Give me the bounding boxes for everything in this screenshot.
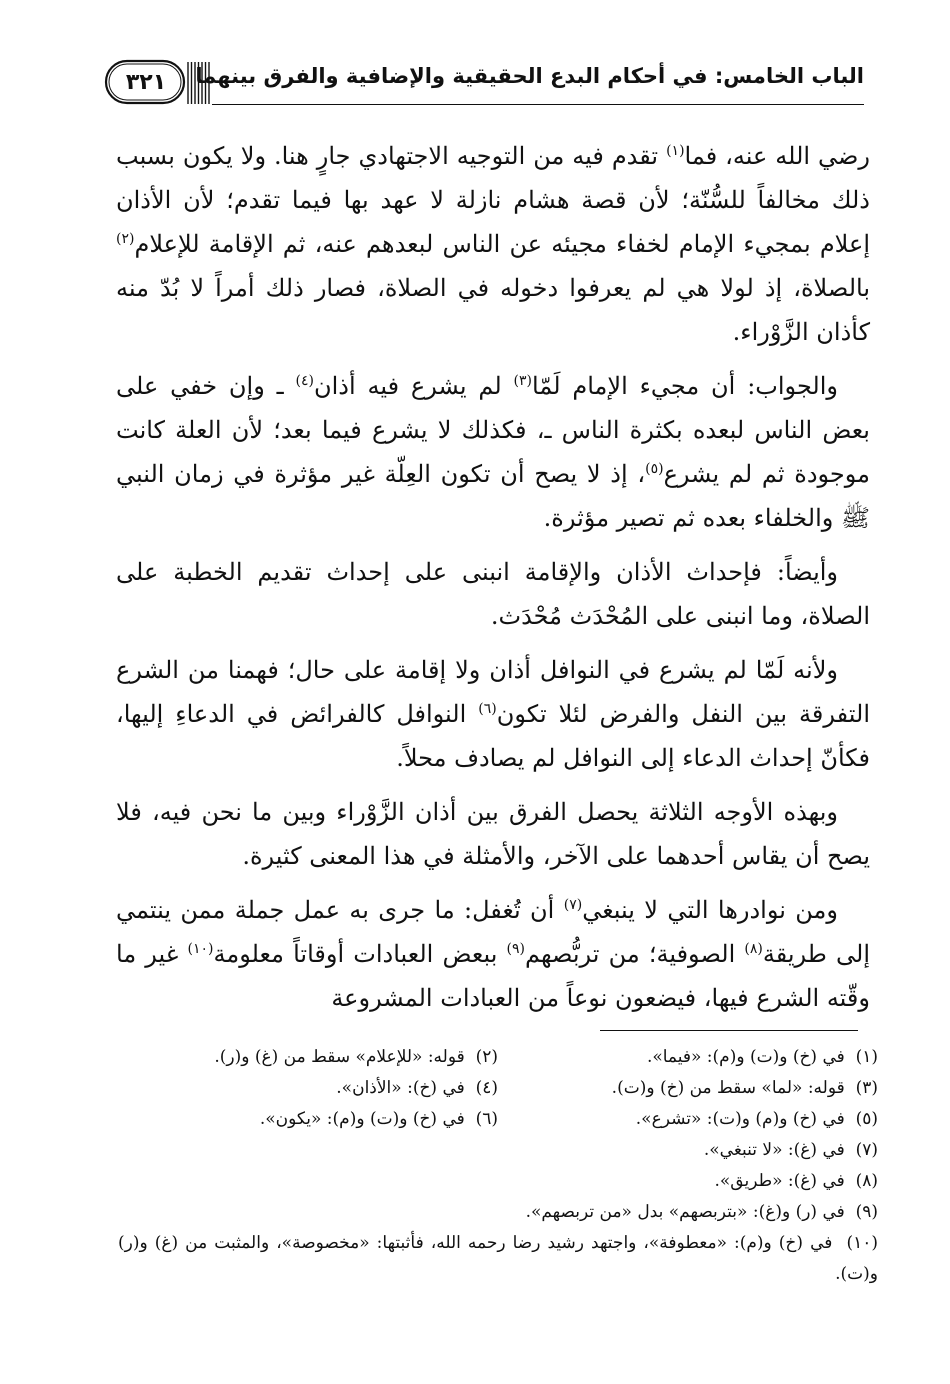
text-run: لم يشرع فيه أذان xyxy=(314,372,514,400)
paragraph xyxy=(116,134,870,354)
text-run: والجواب: أن مجيء الإمام لَمّا xyxy=(532,372,839,400)
paragraph xyxy=(116,790,870,878)
text-run: النوافل كالفرائض في الدعاءِ إليها، فكأنّ إحداث الدعاء إلى النوافل لم يصادف محلاً. xyxy=(116,700,870,772)
footnote-marker[interactable]: (٨) xyxy=(744,941,763,957)
footnote-marker[interactable]: (٧) xyxy=(563,897,583,913)
footnote-1: (١) في (خ) و(ت) و(م): «فيما». xyxy=(646,1047,878,1067)
text-run: غير ما وقّته الشرع فيها، فيضعون نوعاً من العبادات المشروعة xyxy=(116,940,870,1012)
text-run: ببعض العبادات أوقاتاً معلومة xyxy=(213,940,507,968)
text-run: ومن نوادرها التي لا ينبغي xyxy=(582,896,838,924)
text-run: الصوفية؛ من تربُّصهم xyxy=(524,940,745,968)
text-run: بالصلاة، إذ لولا هي لم يعرفوا دخوله في الصلاة، فصار ذلك أمراً لا بُدّ منه كأذان الزَّوْراء. xyxy=(116,274,870,346)
footnote-marker[interactable]: (٣) xyxy=(513,373,533,389)
footnote-marker[interactable]: (٢) xyxy=(116,231,135,247)
footnote-separator xyxy=(600,1030,858,1031)
footnote-marker[interactable]: (٦) xyxy=(478,701,497,717)
footnote-marker[interactable]: (٩) xyxy=(506,941,525,957)
footnote-row xyxy=(118,1042,878,1073)
footnote-row xyxy=(118,1166,878,1197)
footnote-9: (٩) في (ر) و(غ): «بتربصهم» بدل «من تربصهم». xyxy=(525,1202,878,1222)
text-run: ـ وإن خفي على بعض الناس لبعده بكثرة الناس ـ، فكذلك لا يشرع فيما بعد؛ لأن العلة كانت موجودة ثم لم يشرع xyxy=(116,372,870,488)
footnote-5: (٥) في (خ) و(م) و(ت): «تشرع». xyxy=(635,1109,878,1129)
footnote-4: (٤) في (خ): «الأذان». xyxy=(336,1078,498,1098)
footnote-row xyxy=(118,1104,878,1135)
footnote-10: (١٠) في (خ) و(م): «معطوفة»، واجتهد رشيد رضا رحمه الله، فأثبتها: «مخصوصة»، والمثبت من (غ) و(ر) و(ت). xyxy=(118,1233,879,1284)
text-run: تقدم فيه من التوجيه الاجتهادي جارٍ هنا. ولا يكون بسبب ذلك مخالفاً للسُّنّة؛ لأن قصة هشام نازلة لا عهد بها فيما تقدم؛ لأن الأذان إعلام بمجيء الإمام لخفاء مجيئه عن الناس لبعدهم عنه، ثم الإقامة للإعلام xyxy=(116,142,870,258)
footnote-row xyxy=(118,1135,878,1166)
main-text xyxy=(116,134,870,1020)
footnote-2: (٢) قوله: «للإعلام» سقط من (غ) و(ر). xyxy=(214,1047,498,1067)
footnote-6: (٦) في (خ) و(ت) و(م): «يكون». xyxy=(259,1109,498,1129)
footnote-8: (٨) في (غ): «طريق». xyxy=(714,1171,878,1191)
header-rule xyxy=(212,104,864,105)
footnote-row xyxy=(118,1228,878,1290)
footnote-row xyxy=(118,1073,878,1104)
text-run: أن تُغفل: ما جرى به عمل جملة ممن ينتمي إلى طريقة xyxy=(116,896,870,968)
text-run: ولأنه لَمّا لم يشرع في النوافل أذان ولا إقامة على حال؛ فهمنا من الشرع التفرقة بين النفل والفرض لئلا تكون xyxy=(116,656,870,728)
text-run: وأيضاً: فإحداث الأذان والإقامة انبنى على إحداث تقديم الخطبة على الصلاة، وما انبنى على المُحْدَث مُحْدَث. xyxy=(116,558,870,630)
footnote-marker[interactable]: (٥) xyxy=(645,461,664,477)
footnote-row xyxy=(118,1197,878,1228)
paragraph xyxy=(116,364,870,540)
paragraph xyxy=(116,550,870,638)
text-run: وبهذه الأوجه الثلاثة يحصل الفرق بين أذان الزَّوْراء وبين ما نحن فيه، فلا يصح أن يقاس أحدهما على الآخر، والأمثلة في هذا المعنى كثيرة. xyxy=(116,798,870,870)
chapter-title: الباب الخامس: في أحكام البدع الحقيقية والإضافية والفرق بينهما xyxy=(195,64,864,88)
text-run: رضي الله عنه، فما xyxy=(684,142,870,170)
footnote-marker[interactable]: (١٠) xyxy=(187,941,214,957)
footnote-7: (٧) في (غ): «لا تنبغي». xyxy=(703,1140,878,1160)
footnotes xyxy=(118,1042,878,1290)
running-header xyxy=(104,56,864,112)
footnote-marker[interactable]: (٤) xyxy=(295,373,314,389)
paragraph xyxy=(116,888,870,1020)
footnote-marker[interactable]: (١) xyxy=(666,143,685,159)
paragraph xyxy=(116,648,870,780)
text-run: ، إذ لا يصح أن تكون العِلّة غير مؤثرة في زمان النبي ﷺ والخلفاء بعده ثم تصير مؤثرة. xyxy=(116,460,870,532)
footnote-3: (٣) قوله: «لما» سقط من (خ) و(ت). xyxy=(611,1078,878,1098)
page-number: ٣٢١ xyxy=(125,70,167,95)
